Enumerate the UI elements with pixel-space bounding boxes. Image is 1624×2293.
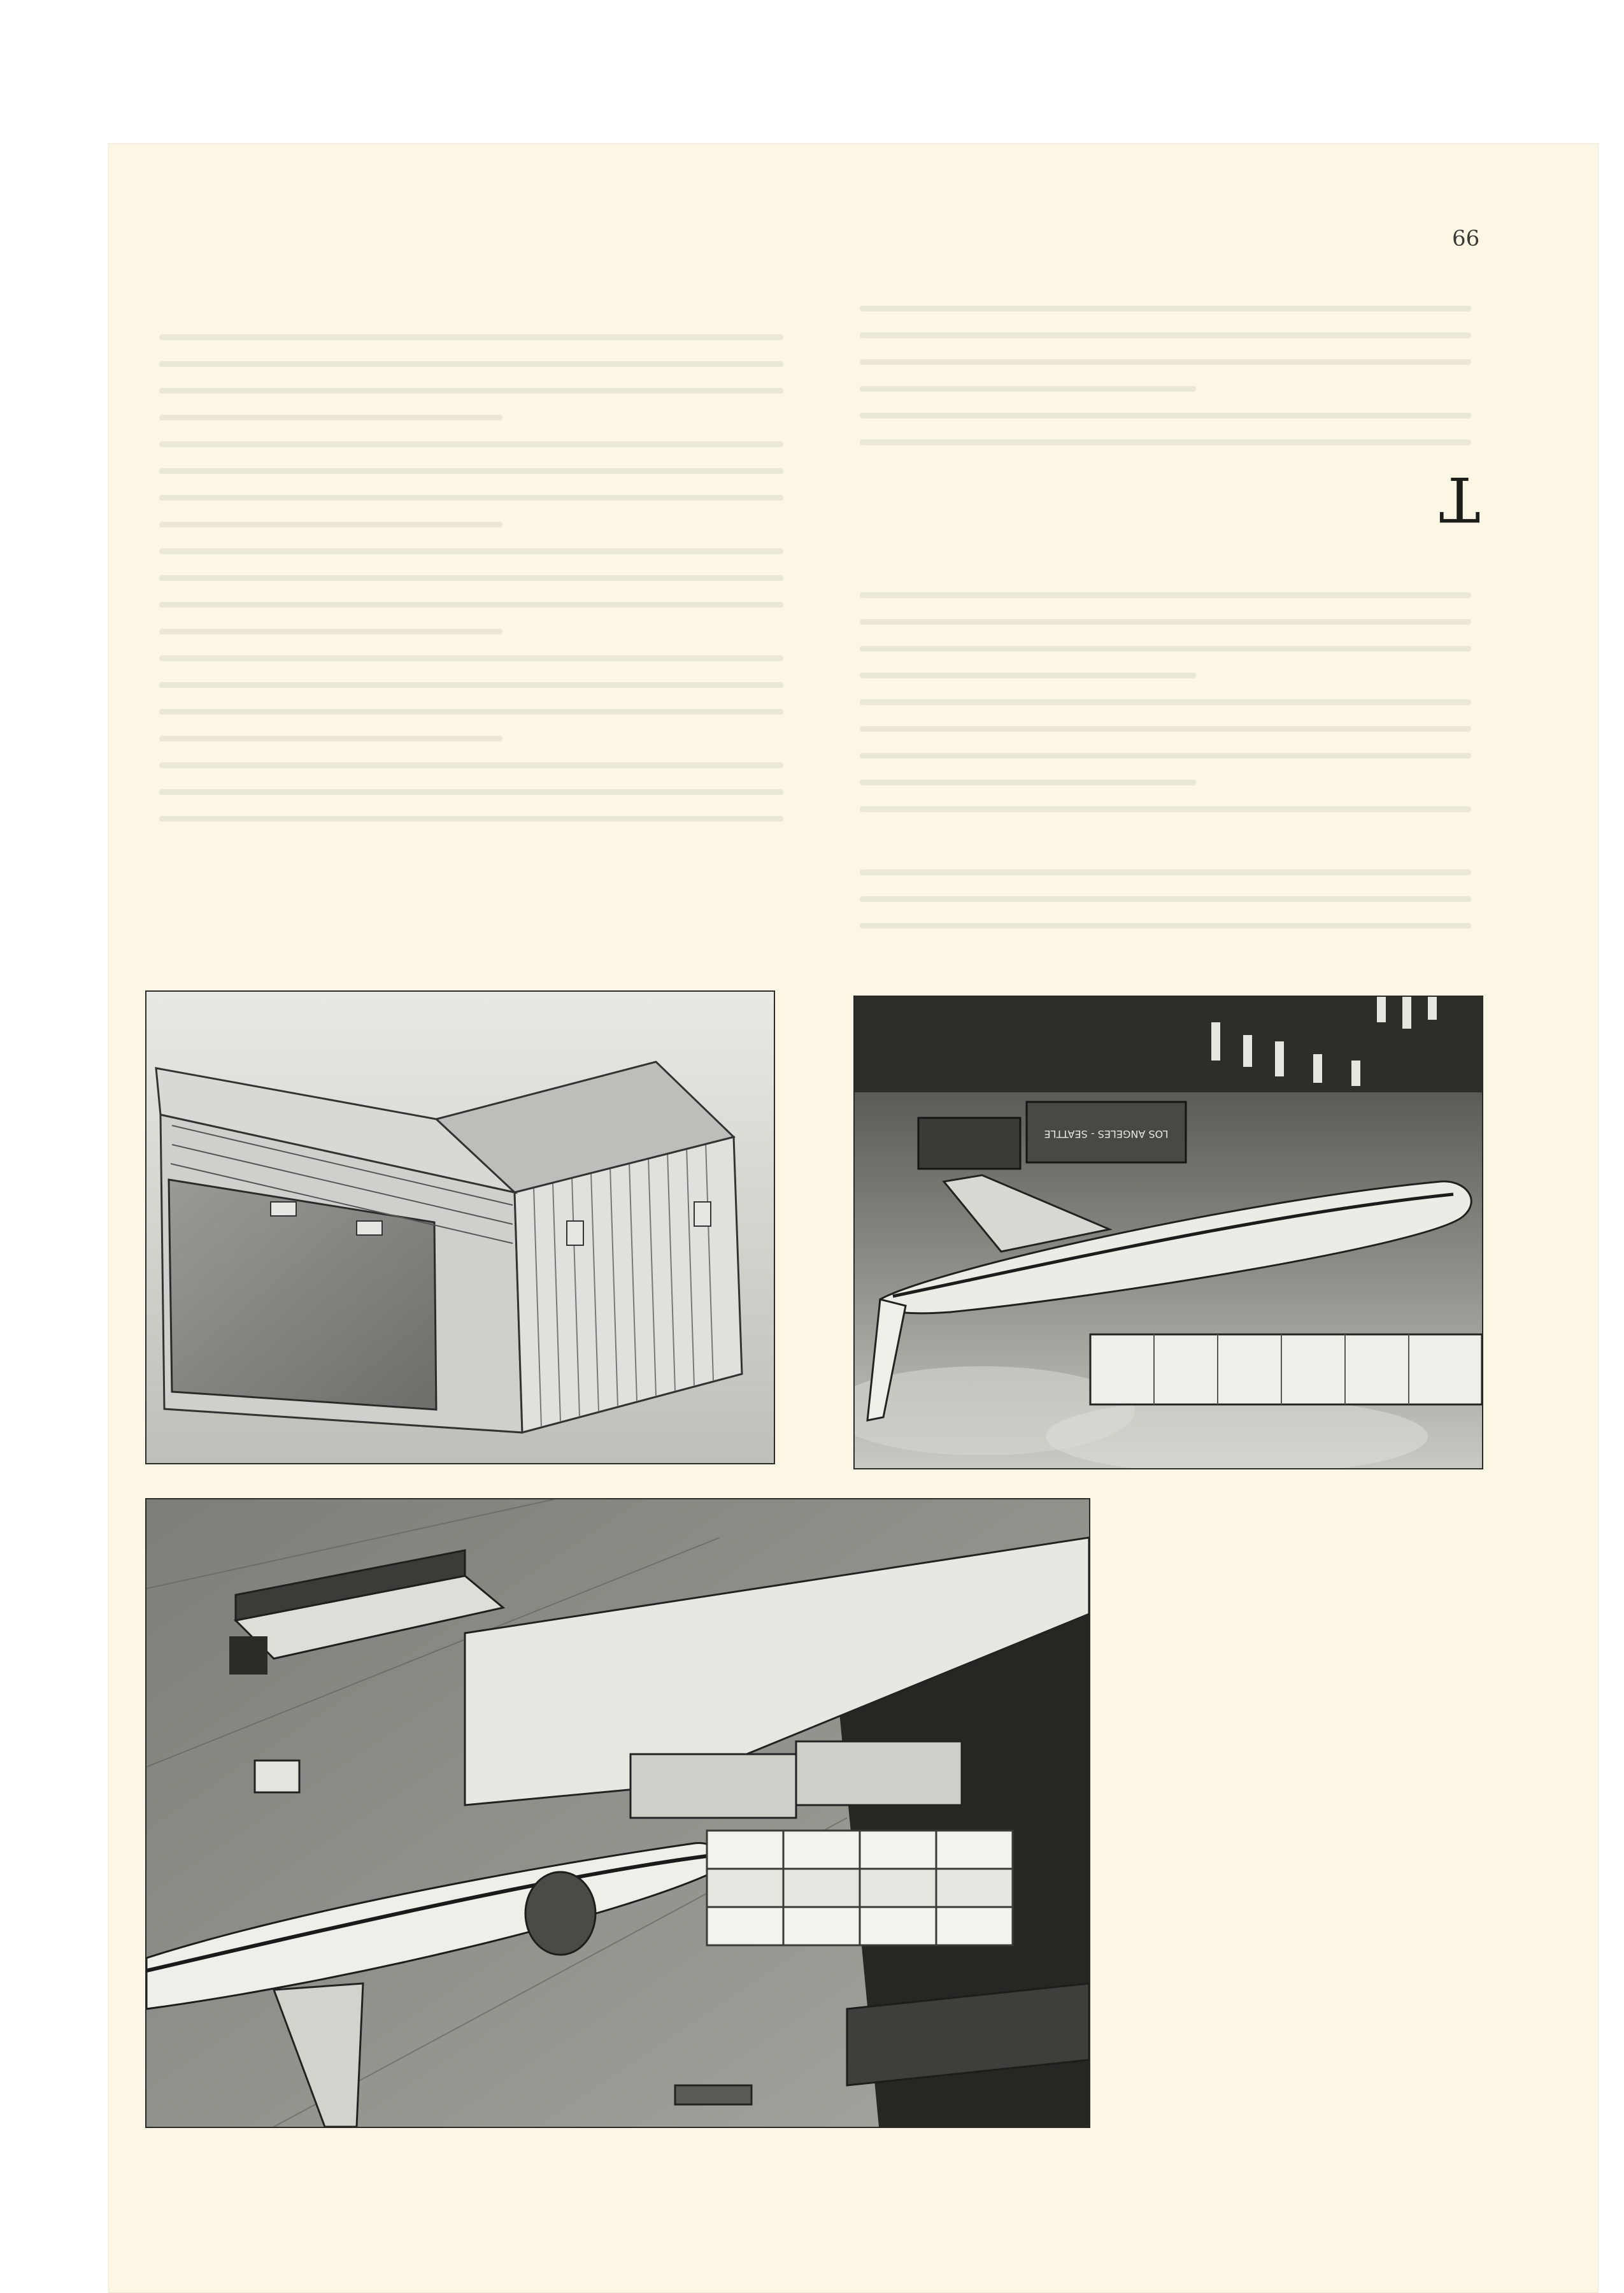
bleed-through-line	[860, 806, 1471, 812]
aircraft-loading-figure	[853, 996, 1483, 1469]
container-label: LOS ANGELES - SEATTLE	[1044, 1128, 1169, 1140]
bleed-through-line	[860, 413, 1471, 418]
bleed-through-line	[860, 753, 1471, 759]
bleed-through-line	[159, 415, 502, 420]
bleed-through-line	[860, 869, 1471, 875]
bleed-through-line	[860, 439, 1471, 445]
bleed-through-line	[159, 816, 783, 822]
bleed-through-line	[860, 726, 1471, 732]
bleed-through-line	[860, 619, 1471, 625]
terminal-model-figure	[145, 1498, 1090, 2128]
bleed-through-line	[159, 655, 783, 661]
bleed-through-line	[860, 699, 1471, 705]
page-number: 99	[1452, 224, 1480, 250]
bleed-through-line	[159, 709, 783, 715]
container-drawing-illustration	[146, 992, 774, 1463]
bleed-through-line	[159, 548, 783, 554]
terminal-model-illustration	[146, 1499, 1089, 2127]
bleed-through-line	[159, 388, 783, 394]
bleed-through-line	[860, 646, 1471, 652]
aircraft-loading-illustration	[855, 997, 1482, 1468]
bleed-through-line	[159, 522, 502, 527]
container-drawing-figure	[145, 990, 775, 1464]
bleed-through-line	[159, 334, 783, 340]
bleed-through-line	[860, 896, 1471, 902]
bleed-through-line	[860, 332, 1471, 338]
bleed-through-line	[159, 762, 783, 768]
bleed-through-line	[159, 736, 502, 741]
bleed-through-line	[860, 306, 1471, 311]
drop-cap: T	[1439, 463, 1481, 534]
bleed-through-line	[860, 673, 1196, 678]
bleed-through-line	[159, 682, 783, 688]
bleed-through-line	[159, 602, 783, 608]
bleed-through-line	[159, 441, 783, 447]
bleed-through-line	[860, 592, 1471, 598]
bleed-through-line	[860, 386, 1196, 392]
bleed-through-line	[159, 495, 783, 501]
bleed-through-line	[159, 629, 502, 634]
bleed-through-line	[860, 923, 1471, 929]
bleed-through-line	[159, 789, 783, 795]
bleed-through-line	[159, 361, 783, 367]
bleed-through-line	[860, 780, 1196, 785]
bleed-through-line	[159, 468, 783, 474]
bleed-through-line	[159, 575, 783, 581]
bleed-through-line	[860, 359, 1471, 365]
